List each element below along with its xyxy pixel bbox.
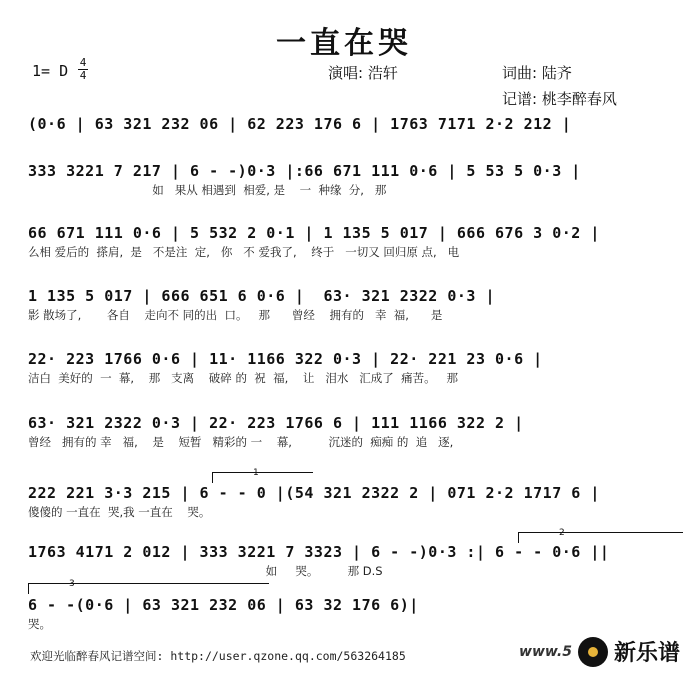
staff-row-9 <box>28 594 660 632</box>
footer-credit: 欢迎光临醉春风记谱空间: http://user.qzone.qq.com/563264185 <box>30 649 406 663</box>
lyrics-line: 么相 爱后的 搽肩, 是 不是注 定, 你 不 爱我了, 终于 一切又 回归原 点, 电 <box>28 245 460 259</box>
notes-line: 1 135 5 017 | 666 651 6 0·6 | 63· 321 2322 0·3 | <box>28 287 496 305</box>
staff-row-1 <box>28 113 660 151</box>
staff-row-8 <box>28 541 660 579</box>
volta-bracket <box>28 579 269 594</box>
notes-line: 1763 4171 2 012 | 333 3221 7 3323 | 6 - -)0·3 :| 6 - - 0·6 || <box>28 543 610 561</box>
lyrics-line: 曾经 拥有的 幸 福, 是 短暂 精彩的 一 幕, 沉迷的 痴痴 的 追 逐, <box>28 435 454 449</box>
notes-line: 22· 223 1766 0·6 | 11· 1166 322 0·3 | 22· 221 23 0·6 | <box>28 350 543 368</box>
volta-number: 2 <box>559 528 565 538</box>
brand-watermark <box>519 636 680 667</box>
notator-credit: 记谱: 桃李醉春风 <box>502 90 617 108</box>
song-title: 一直在哭 <box>276 26 412 61</box>
brand-url: www.5 <box>519 643 572 660</box>
notes-line: 66 671 111 0·6 | 5 532 2 0·1 | 1 135 5 017 | 666 676 3 0·2 | <box>28 224 600 242</box>
lyrics-line: 影 散场了, 各自 走向不 同的出 口。 那 曾经 拥有的 幸 福, 是 <box>28 308 443 322</box>
notes-line: 333 3221 7 217 | 6 - -)0·3 |:66 671 111 0·6 | 5 53 5 0·3 | <box>28 162 581 180</box>
lyrics-line: 洁白 美好的 一 幕, 那 支离 破碎 的 祝 福, 让 泪水 汇成了 痛苦。 那 <box>28 371 459 385</box>
notes-line: 63· 321 2322 0·3 | 22· 223 1766 6 | 111 1166 322 2 | <box>28 414 524 432</box>
staff-row-3 <box>28 222 660 260</box>
singer-credit: 演唱: 浩轩 <box>328 64 398 82</box>
notes-line: 222 221 3·3 215 | 6 - - 0 |(54 321 2322 2 | 071 2·2 1717 6 | <box>28 484 600 502</box>
lyrics-line: 傻傻的 一直在 哭,我 一直在 哭。 <box>28 505 211 519</box>
staff-row-6 <box>28 412 660 450</box>
staff-row-2 <box>28 160 660 198</box>
brand-name: 新乐谱 <box>613 641 680 666</box>
time-signature-top: 4 <box>79 56 87 69</box>
notes-line: 6 - -(0·6 | 63 321 232 06 | 63 32 176 6)| <box>28 596 419 614</box>
lyrics-line: 哭。 <box>28 617 51 631</box>
volta-number: 3 <box>69 579 75 589</box>
time-signature <box>78 58 88 81</box>
staff-row-7 <box>28 482 660 520</box>
notes-line: (0·6 | 63 321 232 06 | 62 223 176 6 | 1763 7171 2·2 212 | <box>28 115 572 133</box>
staff-row-4 <box>28 285 660 323</box>
disc-icon <box>578 637 608 667</box>
key-signature: 1= D <box>32 62 69 80</box>
lyrics-line <box>28 135 660 151</box>
composer-credit: 词曲: 陆齐 <box>502 64 572 82</box>
time-signature-bottom: 4 <box>79 69 87 82</box>
staff-row-5 <box>28 348 660 386</box>
lyrics-line: 如 果从 相遇到 相爱, 是 一 种缘 分, 那 <box>28 183 387 197</box>
lyrics-line: 如 哭。 那 D.S <box>28 564 383 578</box>
volta-number: 1 <box>253 468 259 478</box>
